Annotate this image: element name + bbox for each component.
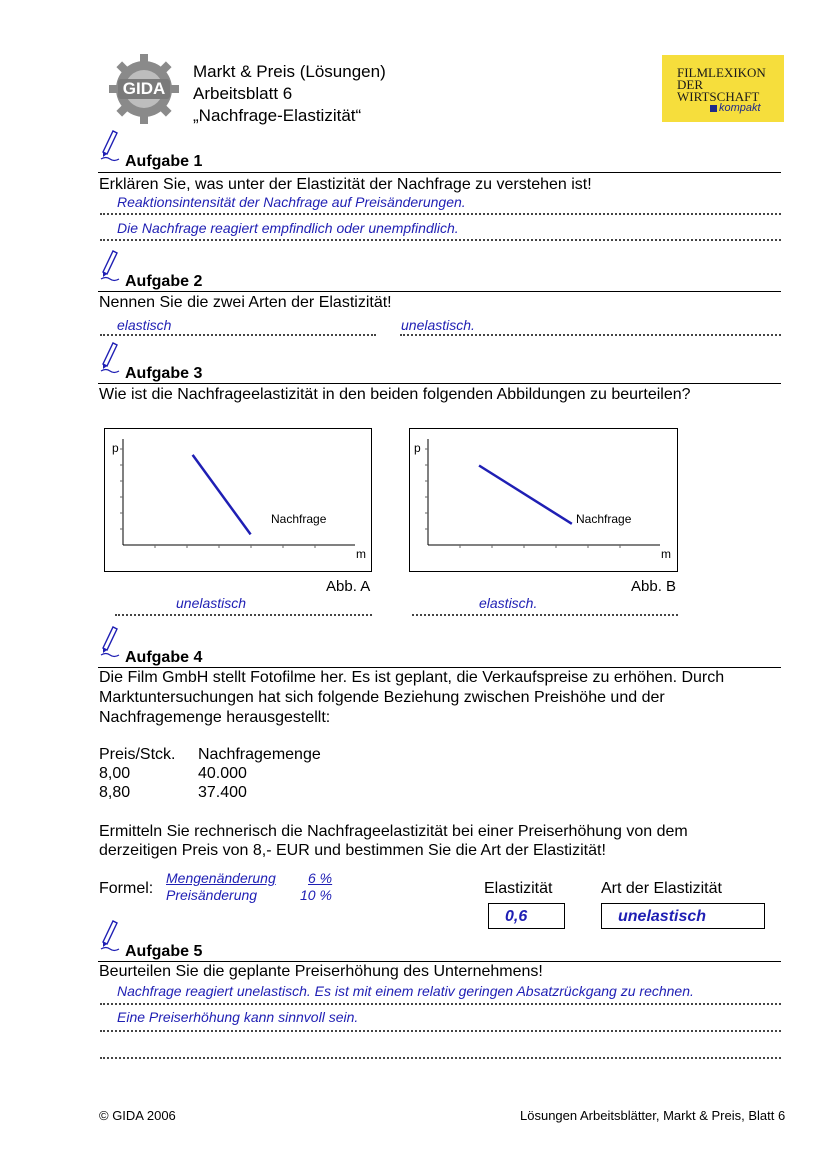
task2-answer-2: unelastisch. [401, 317, 475, 333]
chart-a-series-label: Nachfrage [271, 512, 327, 526]
task1-answer-2: Die Nachfrage reagiert empfindlich oder unempfindlich. [117, 220, 459, 236]
pen-icon [98, 340, 122, 374]
formula-numerator: Mengenänderung [166, 870, 276, 886]
pen-icon [98, 128, 122, 162]
chart-b-ylabel: p [414, 441, 421, 455]
task5-answer-line-1 [100, 1003, 781, 1005]
task2-answer-1: elastisch [117, 317, 172, 333]
task3-answer-b: elastisch. [479, 595, 538, 611]
chart-b-caption: Abb. B [631, 578, 677, 595]
footer-left: © GIDA 2006 [99, 1108, 176, 1123]
formula-denominator: Preisänderung [166, 887, 258, 903]
elasticity-type-value: unelastisch [618, 908, 707, 925]
task4-text-line-2: Marktuntersuchungen hat sich folgende Beziehung zwischen Preishöhe und der [99, 689, 665, 706]
task4-text-line-1: Die Film GmbH stellt Fotofilme her. Es ist geplant, die Verkaufspreise zu erhöhen. Durch [99, 669, 725, 686]
title-line-3: „Nachfrage-Elastizität“ [193, 106, 362, 125]
pen-icon [98, 918, 122, 952]
task2-answer-line-2 [400, 334, 781, 336]
task1-answer-line-1 [100, 213, 781, 215]
table-header-price: Preis/Stck. [99, 746, 176, 763]
brand-line-4: kompakt [719, 102, 761, 114]
task1-heading: Aufgabe 1 [125, 153, 203, 170]
brand-logo [662, 55, 784, 122]
formula-denominator-value: 10 % [300, 887, 332, 903]
brand-line-1: FILMLEXIKON [677, 65, 766, 80]
formula-label: Formel: [99, 880, 154, 897]
elasticity-label: Elastizität [484, 880, 553, 897]
brand-line-2: DER [677, 77, 703, 92]
task5-answer-1: Nachfrage reagiert unelastisch. Es ist mit einem relativ geringen Absatzrückgang zu rechnen. [117, 983, 694, 999]
brand-mark [710, 105, 717, 112]
task4-instruction-2: derzeitigen Preis von 8,- EUR und bestimmen Sie die Art der Elastizität! [99, 842, 606, 859]
chart-b-plot [410, 429, 679, 573]
brand-line-3: WIRTSCHAFT [677, 89, 760, 104]
task2-answer-line-1 [100, 334, 376, 336]
chart-b-xlabel: m [661, 547, 671, 561]
task4-text-line-3: Nachfragemenge herausgestellt: [99, 709, 331, 726]
task1-answer-1: Reaktionsintensität der Nachfrage auf Preisänderungen. [117, 194, 466, 210]
task1-question: Erklären Sie, was unter der Elastizität der Nachfrage zu verstehen ist! [99, 176, 592, 193]
task3-answer-a: unelastisch [176, 595, 247, 611]
table-row-1-quantity: 40.000 [198, 765, 247, 782]
task4-heading: Aufgabe 4 [125, 649, 203, 666]
chart-b-series-label: Nachfrage [576, 512, 632, 526]
task2-question: Nennen Sie die zwei Arten der Elastizität! [99, 294, 392, 311]
pen-icon [98, 248, 122, 282]
task5-answer-2: Eine Preiserhöhung kann sinnvoll sein. [117, 1009, 359, 1025]
task2-heading: Aufgabe 2 [125, 273, 203, 290]
chart-a-plot [105, 429, 373, 573]
task3-answer-line-b [412, 614, 678, 616]
elasticity-type-label: Art der Elastizität [601, 880, 722, 897]
task4-instruction-1: Ermitteln Sie rechnerisch die Nachfrageelastizität bei einer Preiserhöhung von dem [99, 823, 688, 840]
chart-b [409, 428, 678, 572]
pen-icon [98, 624, 122, 658]
task5-heading: Aufgabe 5 [125, 943, 203, 960]
elasticity-type-box [601, 903, 765, 929]
formula-numerator-value: 6 % [308, 870, 333, 886]
chart-b-demand-line [479, 466, 572, 524]
task5-answer-line-3 [100, 1057, 781, 1059]
task5-answer-line-2 [100, 1030, 781, 1032]
chart-a [104, 428, 372, 572]
task3-answer-line-a [115, 614, 372, 616]
table-row-2-price: 8,80 [99, 784, 131, 801]
chart-a-demand-line [193, 455, 251, 535]
elasticity-value-box [488, 903, 565, 929]
title-line-2: Arbeitsblatt 6 [193, 84, 293, 103]
task1-rule [98, 172, 781, 173]
task5-question: Beurteilen Sie die geplante Preiserhöhung des Unternehmens! [99, 963, 543, 980]
logo-text: GIDA [122, 79, 166, 98]
table-header-quantity: Nachfragemenge [198, 746, 321, 763]
table-row-1-price: 8,00 [99, 765, 131, 782]
chart-a-ylabel: p [112, 441, 119, 455]
table-row-2-quantity: 37.400 [198, 784, 247, 801]
task1-answer-line-2 [100, 239, 781, 241]
task3-rule [98, 383, 781, 384]
task3-question: Wie ist die Nachfrageelastizität in den beiden folgenden Abbildungen zu beurteilen? [99, 386, 691, 403]
chart-a-xlabel: m [356, 547, 366, 561]
task3-heading: Aufgabe 3 [125, 365, 203, 382]
task2-rule [98, 291, 781, 292]
elasticity-value: 0,6 [505, 908, 528, 925]
gida-logo [104, 52, 184, 126]
chart-a-caption: Abb. A [326, 578, 371, 595]
title-line-1: Markt & Preis (Lösungen) [193, 62, 386, 81]
footer-right: Lösungen Arbeitsblätter, Markt & Preis, Blatt 6 [520, 1108, 786, 1123]
